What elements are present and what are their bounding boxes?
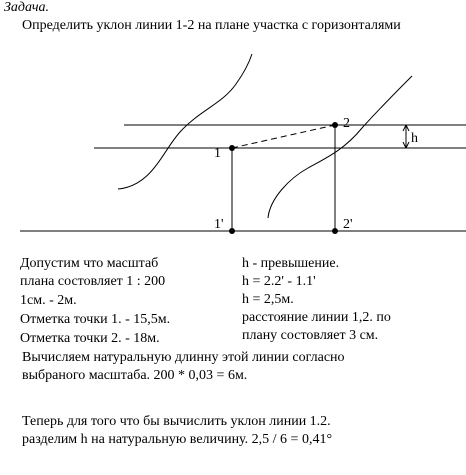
right-note-3: h = 2,5м. — [242, 292, 294, 307]
final-note-1: Теперь для того что бы вычислить уклон линии 1.2. — [22, 414, 331, 429]
label-point-1-prime: 1' — [214, 217, 224, 232]
label-h: h — [411, 131, 418, 146]
left-note-3: 1см. - 2м. — [20, 293, 77, 308]
label-point-1: 1 — [214, 146, 221, 161]
label-point-2: 2 — [343, 116, 350, 131]
point-2 — [332, 122, 338, 128]
calc-note-2: выбраного масштаба. 200 * 0,03 = 6м. — [22, 368, 248, 383]
right-note-1: h - превышение. — [242, 256, 340, 271]
left-note-2: плана состовляет 1 : 200 — [20, 274, 166, 289]
point-2-prime — [332, 228, 338, 234]
task-heading: Задача. — [4, 0, 50, 15]
task-statement: Определить уклон линии 1-2 на плане участка с горизонталями — [22, 18, 401, 33]
left-note-1: Допустим что масштаб — [20, 256, 159, 271]
right-note-2: h = 2.2' - 1.1' — [242, 274, 316, 289]
point-1 — [229, 145, 235, 151]
left-note-5: Отметка точки 2. - 18м. — [20, 331, 160, 346]
point-1-prime — [229, 228, 235, 234]
right-note-5: плану состовляет 3 см. — [242, 328, 379, 343]
left-note-4: Отметка точки 1. - 15,5м. — [20, 312, 171, 327]
contour-line-right — [268, 76, 412, 218]
right-note-4: расстояние линии 1,2. по — [242, 310, 391, 325]
line-1-2-dashed — [232, 125, 335, 148]
label-point-2-prime: 2' — [343, 217, 353, 232]
final-note-2: разделим h на натуральную величину. 2,5 / 6 = 0,41° — [22, 432, 333, 447]
calc-note-1: Вычисляем натуральную длинну этой линии согласно — [22, 350, 345, 365]
